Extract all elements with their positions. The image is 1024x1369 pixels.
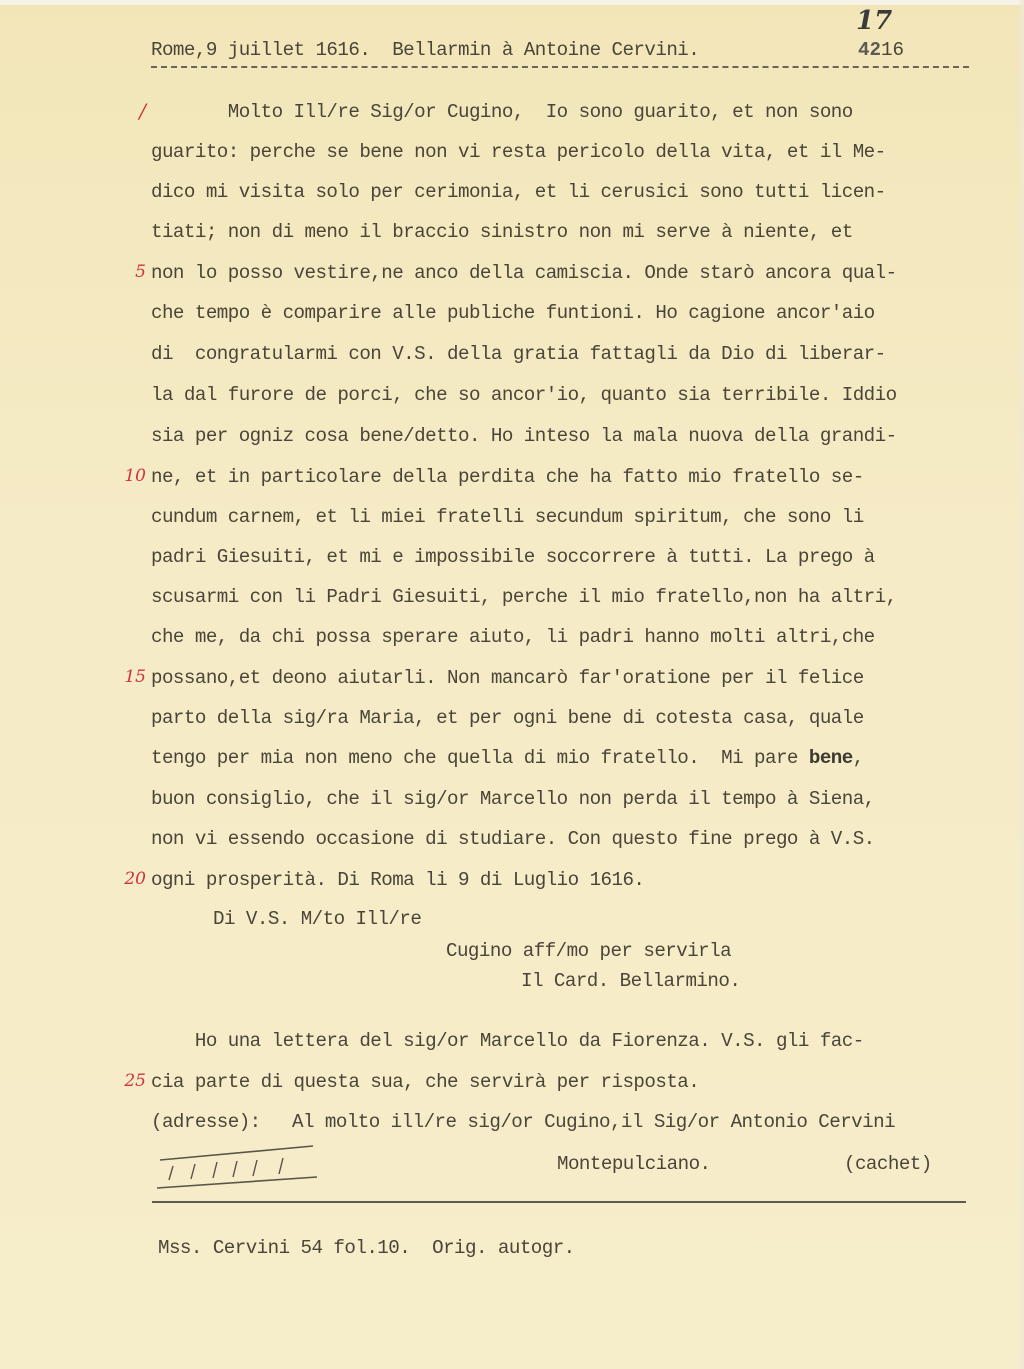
body-line-10: ne, et in particolare della perdita che ha fatto mio fratello se- (151, 466, 864, 488)
body-line-2: guarito: perche se bene non vi resta pericolo della vita, et il Me- (151, 141, 886, 163)
body-line-4: tiati; non di meno il braccio sinistro non mi serve à niente, et (151, 221, 853, 243)
seal-top-line (160, 1146, 313, 1160)
struck-word-bene: bene (808, 747, 853, 769)
seal-hatching (169, 1158, 283, 1180)
body-line-13: scusarmi con li Padri Giesuiti, perche il mio fratello,non ha altri, (151, 586, 897, 608)
body-line-12: padri Giesuiti, et mi e impossibile soccorrere à tutti. La prego à (151, 546, 875, 568)
document-header: Rome,9 juillet 1616. Bellarmin à Antoine Cervini. (151, 39, 700, 61)
body-line-7: di congratularmi con V.S. della gratia fattagli da Dio di liberar- (151, 343, 886, 365)
body-line-17-tail: , (852, 747, 864, 769)
body-line-14: che me, da chi possa sperare aiuto, li padri hanno molti altri,che (151, 626, 875, 648)
closing-signoff: Cugino aff/mo per servirla (446, 940, 732, 962)
body-line-18: buon consiglio, che il sig/or Marcello non perda il tempo à Siena, (151, 788, 875, 810)
address-place: Montepulciano. (557, 1153, 711, 1175)
margin-number-10: 10 (124, 466, 146, 486)
folio-struck-digits: 42 (858, 39, 882, 61)
body-line-16: parto della sig/ra Maria, et per ogni bene di cotesta casa, quale (151, 707, 864, 729)
body-line-3: dico mi visita solo per cerimonia, et li cerusici sono tutti licen- (151, 181, 886, 203)
body-line-17 (151, 747, 864, 769)
footer-rule (152, 1201, 966, 1203)
postscript-line-2: cia parte di questa sua, che servirà per risposta. (151, 1071, 700, 1093)
body-line-6: che tempo è comparire alle publiche funtioni. Ho cagione ancor'aio (151, 302, 875, 324)
margin-mark-1: / (139, 99, 146, 123)
paper-right-edge (1018, 0, 1024, 1369)
closing-salutation: Di V.S. M/to Ill/re (213, 908, 422, 930)
margin-number-20: 20 (124, 869, 146, 889)
folio-handwritten: 17 (856, 6, 893, 36)
source-note: Mss. Cervini 54 fol.10. Orig. autogr. (158, 1237, 575, 1259)
header-dashed-rule (151, 66, 969, 68)
body-line-20: ogni prosperità. Di Roma li 9 di Luglio 1616. (151, 869, 645, 891)
margin-number-25: 25 (124, 1071, 146, 1091)
body-line-5: non lo posso vestire,ne anco della camiscia. Onde starò ancora qual- (151, 262, 897, 284)
margin-number-5: 5 (135, 262, 146, 282)
closing-signature: Il Card. Bellarmino. (521, 970, 741, 992)
seal-bottom-line (157, 1177, 317, 1188)
paper-top-edge (0, 0, 1024, 5)
body-line-1: Molto Ill/re Sig/or Cugino, Io sono guarito, et non sono (151, 101, 853, 123)
address-recipient: Al molto ill/re sig/or Cugino,il Sig/or Antonio Cervini (292, 1111, 896, 1133)
margin-number-15: 15 (124, 667, 146, 687)
body-line-8: la dal furore de porci, che so ancor'io, quanto sia terribile. Iddio (151, 384, 897, 406)
body-line-17-text: tengo per mia non meno che quella di mio fratello. Mi pare (151, 747, 809, 769)
body-line-9: sia per ogniz cosa bene/detto. Ho inteso la mala nuova della grandi- (151, 425, 897, 447)
seal-sketch-icon (155, 1140, 320, 1192)
address-label: (adresse): (151, 1111, 261, 1133)
folio-digits: 16 (881, 39, 905, 61)
body-line-19: non vi essendo occasione di studiare. Con questo fine prego à V.S. (151, 828, 875, 850)
seal-note: (cachet) (844, 1153, 932, 1175)
body-line-11: cundum carnem, et li miei fratelli secundum spiritum, che sono li (151, 506, 864, 528)
folio-typed (858, 38, 904, 62)
postscript-line-1: Ho una lettera del sig/or Marcello da Fiorenza. V.S. gli fac- (151, 1030, 864, 1052)
body-line-15: possano,et deono aiutarli. Non mancarò far'oratione per il felice (151, 667, 864, 689)
